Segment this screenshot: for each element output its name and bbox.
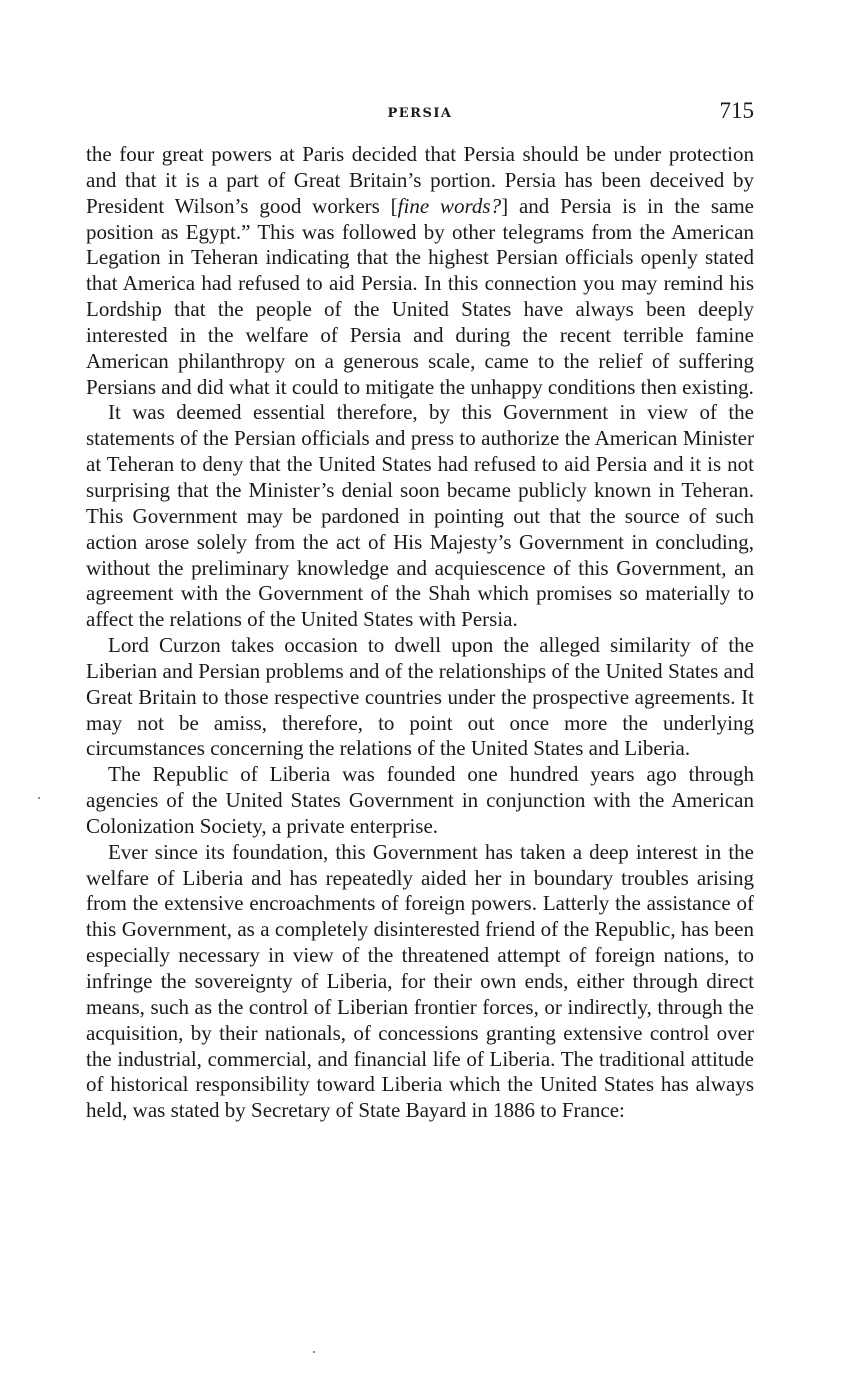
scan-speck (38, 797, 40, 799)
running-title: PERSIA (387, 106, 453, 121)
paragraph-4: The Republic of Liberia was founded one hundred years ago through agencies of the United States Government in conjunction with the American Colonization Society, a private enterprise. (86, 762, 754, 838)
paragraph-2: It was deemed essential therefore, by this Government in view of the statements of the Persian officials and press to authorize the American Minister at Teheran to deny that the United States had refused to aid Persia and it is not surprising that the Minister’s denial soon became publicly known in Teheran. This Government may be pardoned in pointing out that the source of such action arose solely from the act of His Majesty’s Government in concluding, without the preliminary knowledge and acquiescence of this Government, an agreement with the Government of the Shah which promises so materially to affect the relations of the United States with Persia. (86, 400, 754, 632)
scan-speck (313, 1351, 315, 1353)
body-text (86, 142, 754, 1124)
paragraph-1-text-end: ] and Persia is in the same position as Egypt.” This was followed by other telegrams from the American Legation in Teheran indicating that the highest Persian officials openly stated that America had refused to aid Persia. In this connection you may remind his Lordship that the people of the United States have always been deeply interested in the welfare of Persia and during the recent terrible famine American philanthropy on a generous scale, came to the relief of suffering Persians and did what it could to mitigate the unhappy conditions then existing. (86, 193, 755, 399)
page-number: 715 (719, 98, 754, 123)
paragraph-3: Lord Curzon takes occasion to dwell upon the alleged similarity of the Liberian and Persian problems and of the relationships of the United States and Great Britain to those respective countries under the prospective agreements. It may not be amiss, therefore, to point out once more the underlying circumstances concerning the relations of the United States and Liberia. (86, 633, 754, 761)
running-header (86, 92, 754, 130)
paragraph-continuation (86, 142, 754, 400)
paragraph-5: Ever since its foundation, this Government has taken a deep interest in the welfare of Liberia and has repeatedly aided her in boundary troubles arising from the extensive encroachments of foreign powers. Latterly the assistance of this Government, as a completely disinterested friend of the Republic, has been especially necessary in view of the threatened attempt of foreign nations, to infringe the sovereignty of Liberia, for their own ends, either through direct means, such as the control of Liberian frontier forces, or indirectly, through the acquisition, by their nationals, of concessions granting extensive control over the industrial, commercial, and financial life of Liberia. The traditional attitude of historical responsibility toward Liberia which the United States has always held, was stated by Secretary of State Bayard in 1886 to France: (86, 839, 754, 1123)
document-page (86, 92, 754, 1124)
paragraph-1-text-start: the four great powers at Paris decided that Persia should be under protection and that it is a part of Great Britain’s portion. Persia has been deceived by President Wilson’s good workers [ (86, 142, 754, 218)
editorial-insertion: fine words? (397, 193, 502, 218)
